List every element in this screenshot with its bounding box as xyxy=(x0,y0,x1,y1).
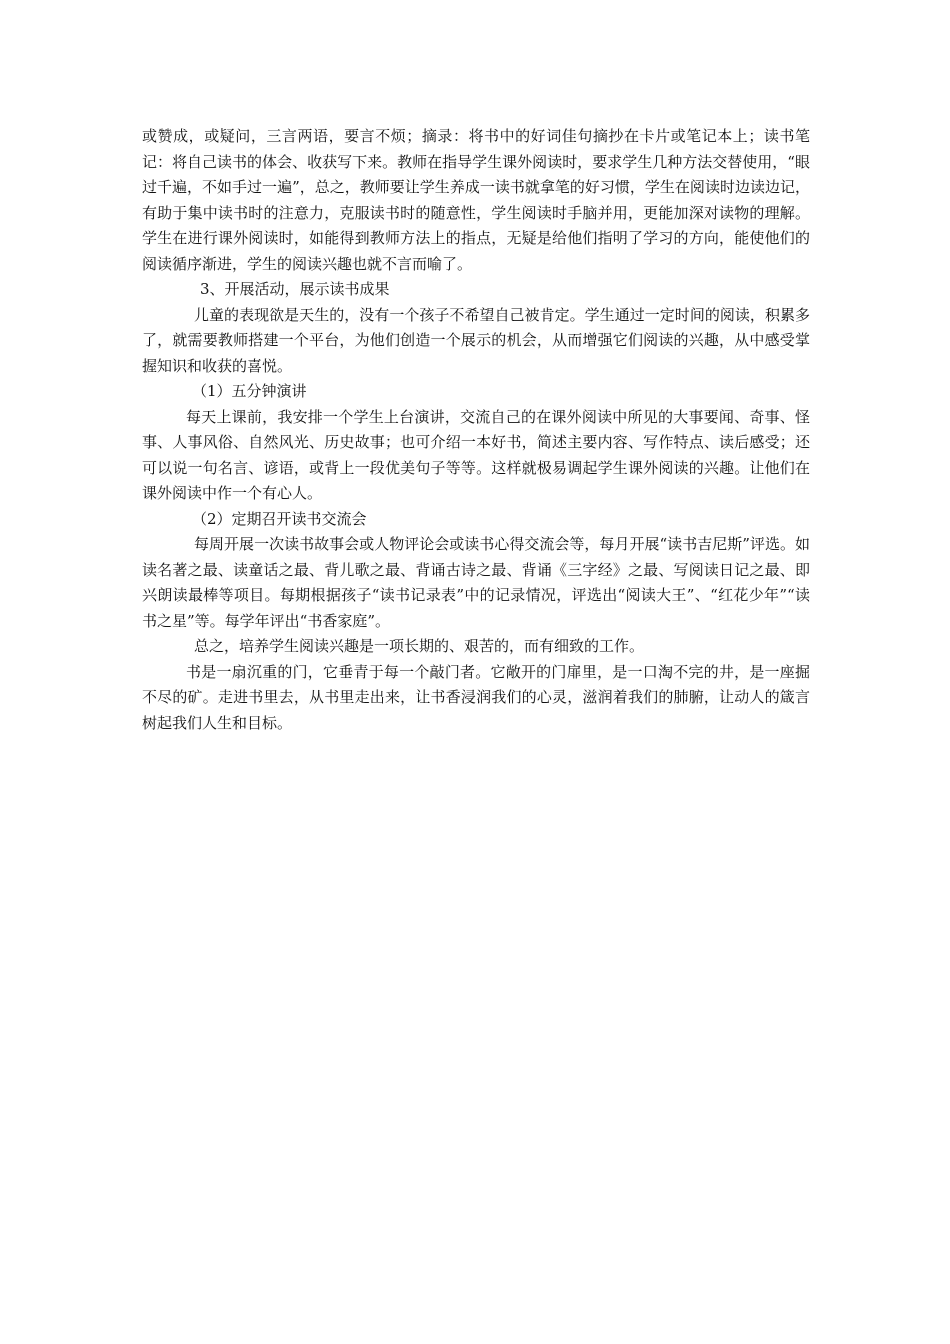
paragraph-daily-speech: 每天上课前，我安排一个学生上台演讲，交流自己的在课外阅读中所见的大事要闻、奇事、怪事、人事风俗、自然风光、历史故事；也可介绍一本好书，简述主要内容、写作特点、读后感受；还可以说一句名言、谚语，或背上一段优美句子等等。这样就极易调起学生课外阅读的兴趣。让他们在课外阅读中作一个有心人。 xyxy=(142,407,810,502)
paragraph-summary: 总之，培养学生阅读兴趣是一项长期的、艰苦的，而有细致的工作。 xyxy=(194,637,645,655)
section-heading-activities: 3、开展活动，展示读书成果 xyxy=(200,280,390,298)
subheading-five-minute-speech: （1）五分钟演讲 xyxy=(192,382,307,400)
subheading-reading-exchange: （2）定期召开读书交流会 xyxy=(192,509,367,528)
document-page xyxy=(142,124,810,736)
paragraph-weekly-activities: 每周开展一次读书故事会或人物评论会或读书心得交流会等，每月开展“读书吉尼斯”评选。如读名著之最、读童话之最、背儿歌之最、背诵古诗之最、背诵《三字经》之最、写阅读日记之最、即兴朗读最棒等项目。每期根据孩子“读书记录表”中的记录情况，评选出“阅读大王”、“红花少年”“读书之星”等。每学年评出“书香家庭”。 xyxy=(142,535,810,630)
paragraph-reading-methods: 或赞成，或疑问，三言两语，要言不烦；摘录：将书中的好词佳句摘抄在卡片或笔记本上；读书笔记：将自己读书的体会、收获写下来。教师在指导学生课外阅读时，要求学生几种方法交替使用，“眼过千遍，不如手过一遍”，总之，教师要让学生养成一读书就拿笔的好习惯，学生在阅读时边读边记，有助于集中读书时的注意力，克服读书时的随意性，学生阅读时手脑并用，更能加深对读物的理解。学生在进行课外阅读时，如能得到教师方法上的指点，无疑是给他们指明了学习的方向，能使他们的阅读循序渐进，学生的阅读兴趣也就不言而喻了。 xyxy=(142,127,810,273)
paragraph-children-expression: 儿童的表现欲是天生的，没有一个孩子不希望自己被肯定。学生通过一定时间的阅读，积累多了，就需要教师搭建一个平台，为他们创造一个展示的机会，从而增强它们阅读的兴趣，从中感受掌握知识和收获的喜悦。 xyxy=(142,305,810,375)
paragraph-closing: 书是一扇沉重的门，它垂青于每一个敲门者。它敞开的门扉里，是一口淘不完的井，是一座掘不尽的矿。走进书里去，从书里走出来，让书香浸润我们的心灵，滋润着我们的肺腑，让动人的箴言树起我们人生和目标。 xyxy=(142,662,810,732)
